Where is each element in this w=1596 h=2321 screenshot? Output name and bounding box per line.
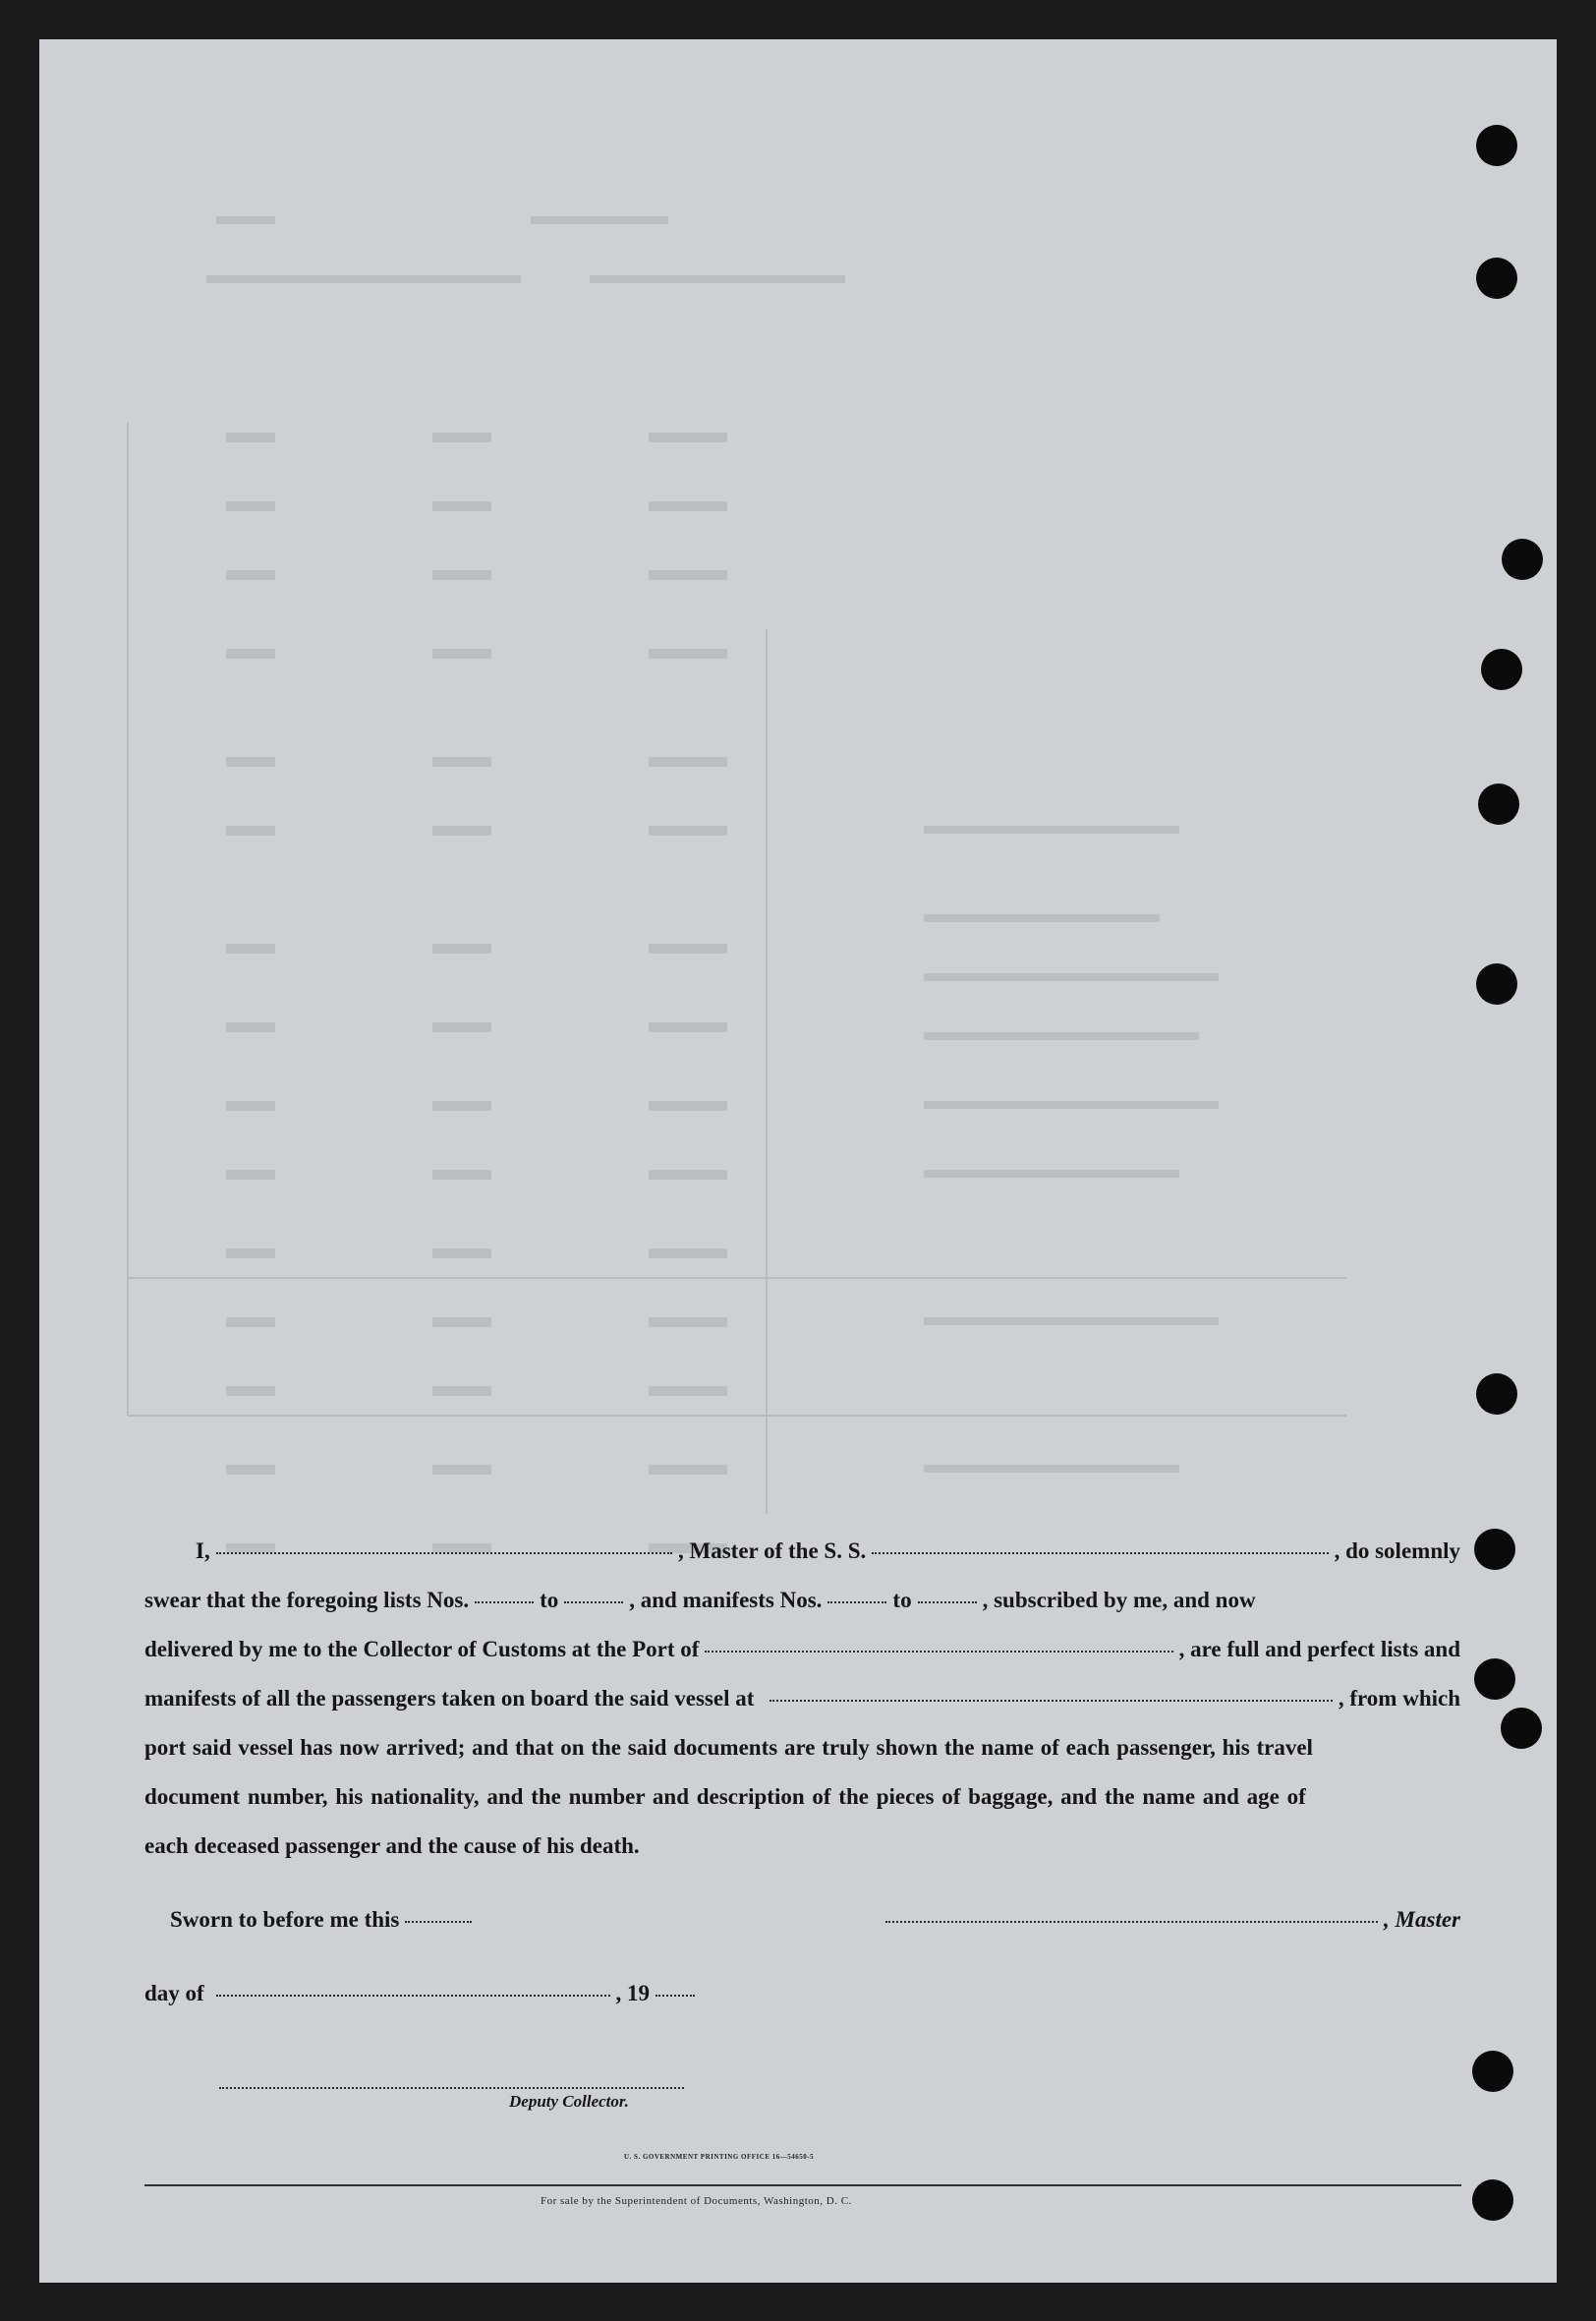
punch-hole: [1476, 125, 1517, 166]
year-field[interactable]: [656, 1994, 695, 1997]
oath-text: , from which: [1338, 1686, 1460, 1711]
oath-text: to: [540, 1588, 559, 1612]
oath-text: , and manifests Nos.: [629, 1588, 823, 1612]
oath-line-1: [144, 1538, 1460, 1564]
year-label: , 19: [615, 1981, 650, 2005]
oath-line-7: [144, 1833, 1460, 1859]
deputy-signature-field[interactable]: [219, 2086, 684, 2089]
master-label: , Master: [1384, 1907, 1460, 1932]
manifests-to-field[interactable]: [918, 1600, 977, 1603]
vessel-name-field[interactable]: [872, 1551, 1328, 1554]
day-of-label: day of: [144, 1981, 204, 2005]
sworn-date-field[interactable]: [405, 1920, 472, 1923]
bleed-through-background: [39, 39, 1557, 1612]
oath-text: manifests of all the passengers taken on board the said vessel at: [144, 1686, 755, 1711]
oath-line-6: [144, 1784, 1460, 1810]
oath-text: to: [892, 1588, 912, 1612]
punch-hole: [1476, 1373, 1517, 1415]
punch-hole: [1476, 258, 1517, 299]
oath-line-4: [144, 1686, 1460, 1712]
sworn-label: Sworn to before me this: [170, 1907, 400, 1932]
embarkation-port-field[interactable]: [770, 1699, 1332, 1702]
oath-text: I,: [196, 1538, 210, 1563]
oath-text: , are full and perfect lists and: [1178, 1637, 1460, 1661]
oath-line-3: [144, 1637, 1460, 1662]
oath-line-5: [144, 1735, 1460, 1761]
manifests-from-field[interactable]: [827, 1600, 886, 1603]
oath-text: document number, his nationality, and the number and description of the pieces of baggage, and the name and age of: [144, 1784, 1306, 1809]
oath-line-2: [144, 1588, 1460, 1613]
punch-hole: [1474, 1529, 1515, 1570]
port-field[interactable]: [705, 1650, 1172, 1653]
sale-note: For sale by the Superintendent of Documents, Washington, D. C.: [541, 2195, 852, 2207]
footer-rule: [144, 2184, 1461, 2186]
oath-text: , do solemnly: [1334, 1538, 1460, 1563]
punch-hole: [1472, 2179, 1513, 2221]
day-of-line: [144, 1981, 695, 2006]
punch-hole: [1476, 963, 1517, 1005]
oath-text: , Master of the S. S.: [678, 1538, 867, 1563]
punch-hole: [1472, 2051, 1513, 2092]
day-of-field[interactable]: [216, 1994, 610, 1997]
punch-hole: [1502, 539, 1543, 580]
printing-office-line: U. S. GOVERNMENT PRINTING OFFICE 16—54650-5: [624, 2153, 815, 2161]
oath-text: swear that the foregoing lists Nos.: [144, 1588, 470, 1612]
lists-to-field[interactable]: [564, 1600, 623, 1603]
oath-text: port said vessel has now arrived; and that on the said documents are truly shown the name of each passenger, his travel: [144, 1735, 1313, 1760]
form-sheet: [39, 39, 1557, 2283]
deputy-collector-label: Deputy Collector.: [509, 2092, 629, 2111]
oath-text: , subscribed by me, and now: [982, 1588, 1256, 1612]
punch-hole: [1474, 1658, 1515, 1700]
master-signature-line: [885, 1907, 1460, 1933]
punch-hole: [1478, 783, 1519, 825]
master-signature-field[interactable]: [885, 1920, 1378, 1923]
oath-text: each deceased passenger and the cause of his death.: [144, 1833, 640, 1858]
punch-hole: [1481, 649, 1522, 690]
lists-from-field[interactable]: [475, 1600, 534, 1603]
oath-text: delivered by me to the Collector of Customs at the Port of: [144, 1637, 700, 1661]
sworn-line: [170, 1907, 478, 1933]
punch-hole: [1501, 1708, 1542, 1749]
master-name-field[interactable]: [216, 1551, 672, 1554]
